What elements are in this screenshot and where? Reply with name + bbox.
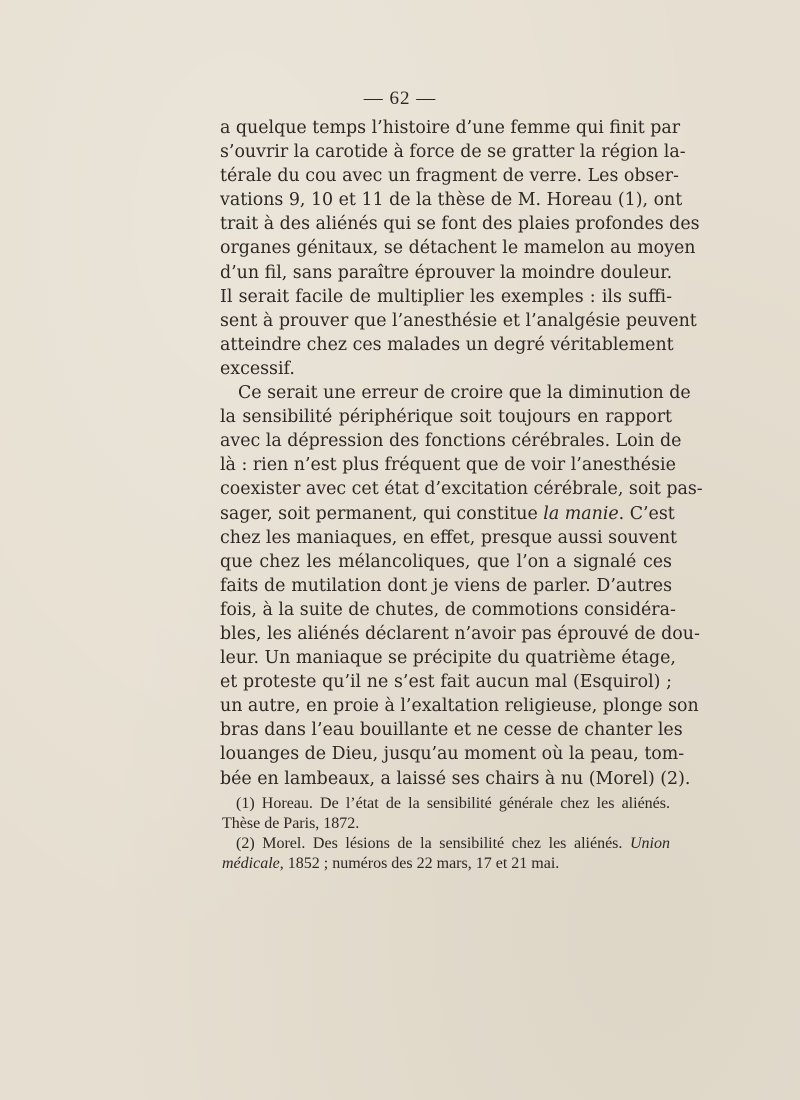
body-text <box>220 116 703 791</box>
text-line: s’ouvrir la carotide à force de se gratter la région la- <box>220 142 686 163</box>
footnote-2-line <box>222 834 670 854</box>
footnote-1-line: (1) Horeau. De l’état de la sensibilité générale chez les aliénés. <box>236 795 670 812</box>
text-line: bles, les aliénés déclarent n’avoir pas éprouvé de dou- <box>220 623 700 644</box>
text-line: chez les maniaques, en effet, presque aussi souvent <box>220 527 678 548</box>
text-line: faits de mutilation dont je viens de parler. D’autres <box>220 575 672 596</box>
footnotes <box>222 794 670 874</box>
footnote-text: , 1852 ; numéros des 22 mars, 17 et 21 mai. <box>279 855 560 872</box>
text-line: sent à prouver que l’anesthésie et l’analgésie peuvent <box>220 310 697 331</box>
text-line: leur. Un maniaque se précipite du quatrième étage, <box>220 648 676 669</box>
text-line: excessif. <box>220 358 295 379</box>
text-segment: sager, soit permanent, qui constitue <box>220 503 544 524</box>
text-line-with-italic <box>220 502 675 526</box>
text-line: bée en lambeaux, a laissé ses chairs à nu (Morel) (2). <box>220 768 691 789</box>
text-line: louanges de Dieu, jusqu’au moment où la peau, tom- <box>220 744 685 765</box>
text-line: organes génitaux, se détachent le mamelon au moyen <box>220 238 696 259</box>
text-line: vations 9, 10 et 11 de la thèse de M. Horeau (1), ont <box>220 190 683 211</box>
text-line: que chez les mélancoliques, que l’on a signalé ces <box>220 551 672 572</box>
text-line: la sensibilité périphérique soit toujours en rapport <box>220 407 672 428</box>
text-line: avec la dépression des fonctions cérébrales. Loin de <box>220 431 682 452</box>
footnote-1-line: Thèse de Paris, 1872. <box>222 815 360 832</box>
text-line: un autre, en proie à l’exaltation religieuse, plonge son <box>220 696 699 717</box>
text-line: Il serait facile de multiplier les exemples : ils suffi- <box>220 286 672 307</box>
page-number: — 62 — <box>363 88 437 109</box>
text-line: et proteste qu’il ne s’est fait aucun mal (Esquirol) ; <box>220 672 672 693</box>
text-line: trait à des aliénés qui se font des plaies profondes des <box>220 214 700 235</box>
text-line: fois, à la suite de chutes, de commotions considéra- <box>220 599 676 620</box>
text-line: atteindre chez ces malades un degré véritablement <box>220 334 674 355</box>
text-line: là : rien n’est plus fréquent que de voir l’anesthésie <box>220 455 676 476</box>
text-line: coexister avec cet état d’excitation cérébrale, soit pas- <box>220 479 703 500</box>
text-segment: . C’est <box>618 503 675 524</box>
italic-term: la manie <box>543 503 619 524</box>
journal-title: Union <box>630 835 670 852</box>
text-line: bras dans l’eau bouillante et ne cesse de chanter les <box>220 720 683 741</box>
journal-title: médicale <box>222 855 280 872</box>
text-line: térale du cou avec un fragment de verre. Les obser- <box>220 166 679 187</box>
footnote-2-line <box>222 854 670 874</box>
text-line: d’un fil, sans paraître éprouver la moindre douleur. <box>220 262 673 283</box>
paragraph-start-line: Ce serait une erreur de croire que la diminution de <box>238 383 691 404</box>
text-line: a quelque temps l’histoire d’une femme qui finit par <box>220 118 681 138</box>
footnote-text: (2) Morel. Des lésions de la sensibilité chez les aliénés. <box>236 835 630 852</box>
